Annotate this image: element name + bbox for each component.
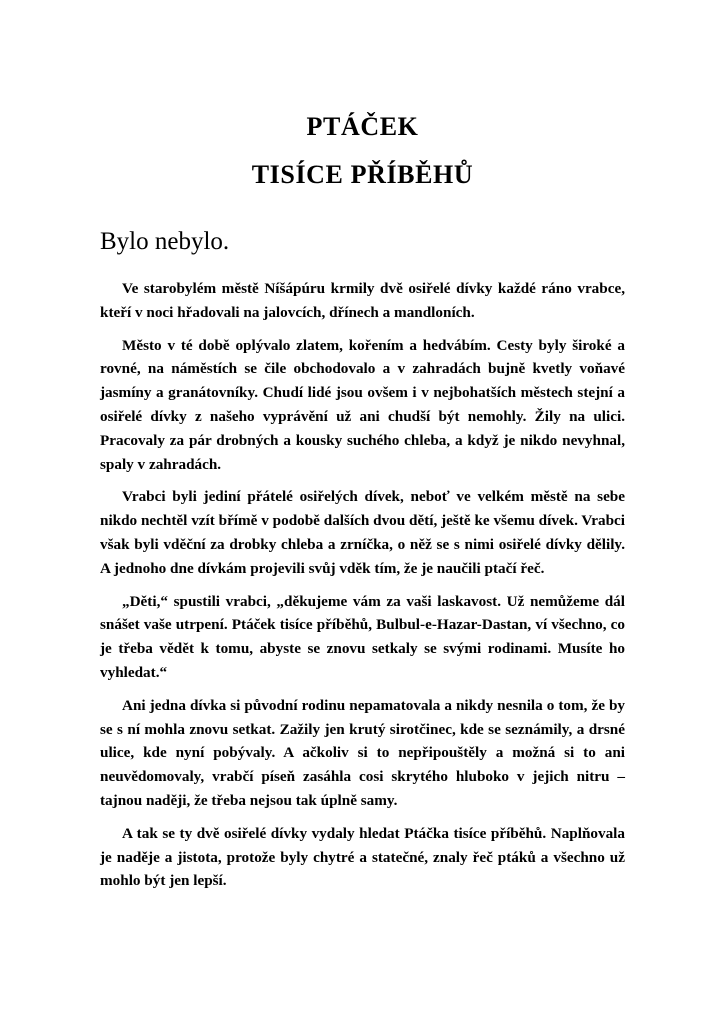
- page-title-line-1: PTÁČEK: [306, 112, 419, 141]
- text-column: [100, 0, 625, 893]
- section-heading: Bylo nebylo.: [100, 228, 230, 255]
- body-paragraph: Ve starobylém městě Níšápúru krmily dvě osiřelé dívky každé ráno vrabce, kteří v noci hřadovali na jalovcích, dřínech a mandloních.: [100, 280, 625, 321]
- body-paragraph: Vrabci byli jediní přátelé osiřelých dívek, neboť ve velkém městě na sebe nikdo nechtěl vzít břímě v podobě dalších dvou dětí, ještě ke všemu dívek. Vrabci však byli vděční za drobky chleba a zrníčka, o něž se s nimi osiřelé dívky dělily. A jednoho dne dívkám projevili svůj vděk tím, že je naučili ptačí řeč.: [100, 488, 625, 577]
- body-paragraph: Město v té době oplývalo zlatem, kořením a hedvábím. Cesty byly široké a rovné, na náměstích se čile obchodovalo a v zahradách bujně kvetly voňavé jasmíny a granátovníky. Chudí lidé jsou ovšem i v nejbohatších městech stejní a osiřelé dívky z našeho vyprávění už ani chudší být nemohly. Žily na ulici. Pracovaly za pár drobných a kousky suchého chleba, a když je nikdo nevyhnal, spaly v zahradách.: [100, 336, 625, 473]
- page-title-line-2: TISÍCE PŘÍBĚHŮ: [251, 160, 474, 189]
- body-paragraph: „Děti,“ spustili vrabci, „děkujeme vám za vaši laskavost. Už nemůžeme dál snášet vaše utrpení. Ptáček tisíce příběhů, Bulbul-e-Hazar-Dastan, ví všechno, co je třeba vědět k tomu, abyste se znovu setkaly se svými rodinami. Musíte ho vyhledat.“: [100, 592, 625, 681]
- body-paragraph: A tak se ty dvě osiřelé dívky vydaly hledat Ptáčka tisíce příběhů. Naplňovala je naděje a jistota, protože byly chytré a statečné, znaly řeč ptáků a všechno už mohlo být jen lepší.: [100, 824, 625, 890]
- page-title: [100, 0, 625, 192]
- body-paragraph: Ani jedna dívka si původní rodinu nepamatovala a nikdy nesnila o tom, že by se s ní mohla znovu setkat. Zažily jen krutý sirotčinec, kde se seznámily, a drsné ulice, kde nyní pobývaly. A ačkoliv si to nepřipouštěly a možná si to ani neuvědomovaly, vrabčí píseň zasáhla cosi skrytého hluboko v jejich nitru – tajnou naději, že třeba nejsou tak úplně samy.: [100, 696, 625, 809]
